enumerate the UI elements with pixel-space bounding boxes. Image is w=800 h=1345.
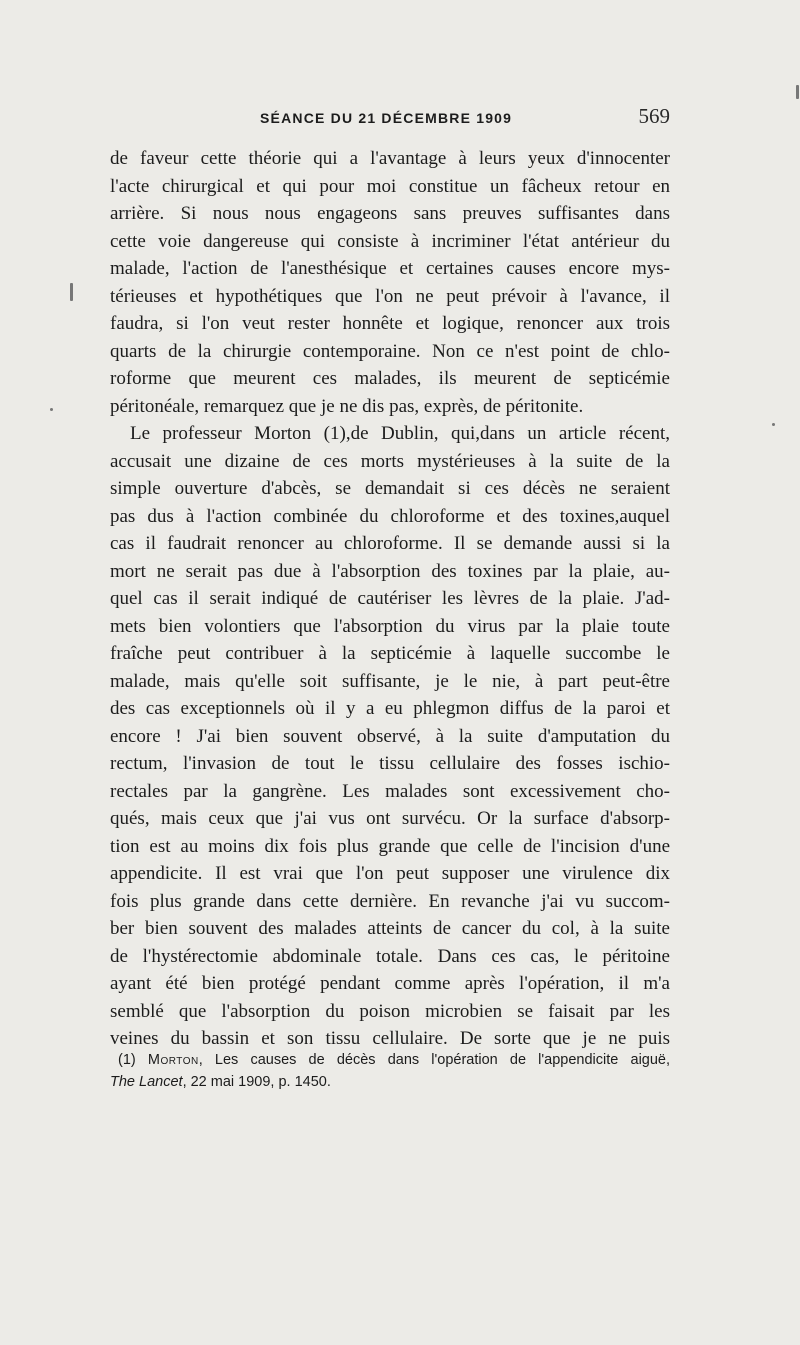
footnote-text: , 22 mai 1909, p. 1450. [182, 1074, 331, 1090]
text-line: arrière. Si nous nous engageons sans preuves suffisantes dans [110, 203, 670, 224]
text-line: roforme que meurent ces malades, ils meurent de septicémie [110, 368, 670, 389]
text-line: encore ! J'ai bien souvent observé, à la suite d'amputation du [110, 725, 670, 747]
text-line: des cas exceptionnels où il y a eu phlegmon diffus de la paroi et [110, 698, 670, 719]
text-line: mets bien volontiers que l'absorption du virus par la plaie toute [110, 615, 670, 637]
running-head: SÉANCE DU 21 DÉCEMBRE 1909 [260, 110, 513, 126]
text-line: de l'hystérectomie abdominale totale. Dans ces cas, le péritoine [110, 945, 670, 967]
text-line: malade, mais qu'elle soit suffisante, je le nie, à part peut-être [110, 670, 670, 692]
paper-speck [796, 85, 799, 99]
page-number: 569 [638, 104, 670, 128]
text-line: quarts de la chirurgie contemporaine. Non ce n'est point de chlo- [110, 340, 670, 362]
text-line: fraîche peut contribuer à la septicémie à laquelle succombe le [110, 643, 670, 664]
text-line: malade, l'action de l'anesthésique et certaines causes encore mys- [110, 258, 670, 279]
text-line: fois plus grande dans cette dernière. En revanche j'ai vu succom- [110, 890, 670, 912]
footnote-journal: The Lancet [110, 1074, 183, 1090]
footnote-author: Morton [147, 1052, 199, 1068]
text-line: ber bien souvent des malades atteints de cancer du col, à la suite [110, 918, 670, 939]
text-line: rectales par la gangrène. Les malades sont excessivement cho- [110, 780, 670, 802]
text-line: rectum, l'invasion de tout le tissu cellulaire des fosses ischio- [110, 753, 670, 774]
text-line: appendicite. Il est vrai que l'on peut supposer une virulence dix [110, 863, 670, 884]
text-line: mort ne serait pas due à l'absorption des toxines par la plaie, au- [110, 560, 670, 582]
footnote-marker: (1) [118, 1052, 136, 1068]
text-line: Le professeur Morton (1),de Dublin, qui,dans un article récent, [130, 423, 670, 444]
footnote-text: , Les causes de décès dans l'opération de l'appendicite aiguë, [198, 1052, 670, 1068]
text-line: qués, mais ceux que j'ai vus ont survécu. Or la surface d'absorp- [110, 808, 670, 829]
text-line: l'acte chirurgical et qui pour moi constitue un fâcheux retour en [110, 175, 670, 197]
footnote-line [110, 1071, 670, 1093]
paper-speck [772, 423, 775, 426]
footnote [110, 1049, 670, 1093]
text-line: veines du bassin et son tissu cellulaire. De sorte que je ne puis [110, 1028, 670, 1049]
body-text [110, 145, 670, 1053]
text-line: faudra, si l'on veut rester honnête et logique, renoncer aux trois [110, 313, 670, 334]
text-line: pas dus à l'action combinée du chloroforme et des toxines,auquel [110, 505, 670, 527]
text-line: tion est au moins dix fois plus grande que celle de l'incision d'une [110, 835, 670, 857]
page-header [110, 106, 670, 136]
text-line: cas il faudrait renoncer au chloroforme. Il se demande aussi si la [110, 533, 670, 554]
text-line: péritonéale, remarquez que je ne dis pas, exprès, de péritonite. [110, 395, 584, 417]
text-line: ayant été bien protégé pendant comme après l'opération, il m'a [110, 973, 670, 994]
text-line: de faveur cette théorie qui a l'avantage à leurs yeux d'innocenter [110, 148, 670, 169]
footnote-line [110, 1049, 670, 1071]
text-line: simple ouverture d'abcès, se demandait si ces décès ne seraient [110, 478, 670, 499]
text-line: quel cas il serait indiqué de cautériser les lèvres de la plaie. J'ad- [110, 588, 670, 609]
text-line: cette voie dangereuse qui consiste à incriminer l'état antérieur du [110, 230, 670, 252]
paper-speck [50, 408, 53, 411]
paper-speck [70, 283, 73, 301]
text-line: accusait une dizaine de ces morts mystérieuses à la suite de la [110, 450, 670, 472]
text-line: semblé que l'absorption du poison microbien se faisait par les [110, 1000, 670, 1022]
text-line: térieuses et hypothétiques que l'on ne peut prévoir à l'avance, il [110, 285, 670, 307]
